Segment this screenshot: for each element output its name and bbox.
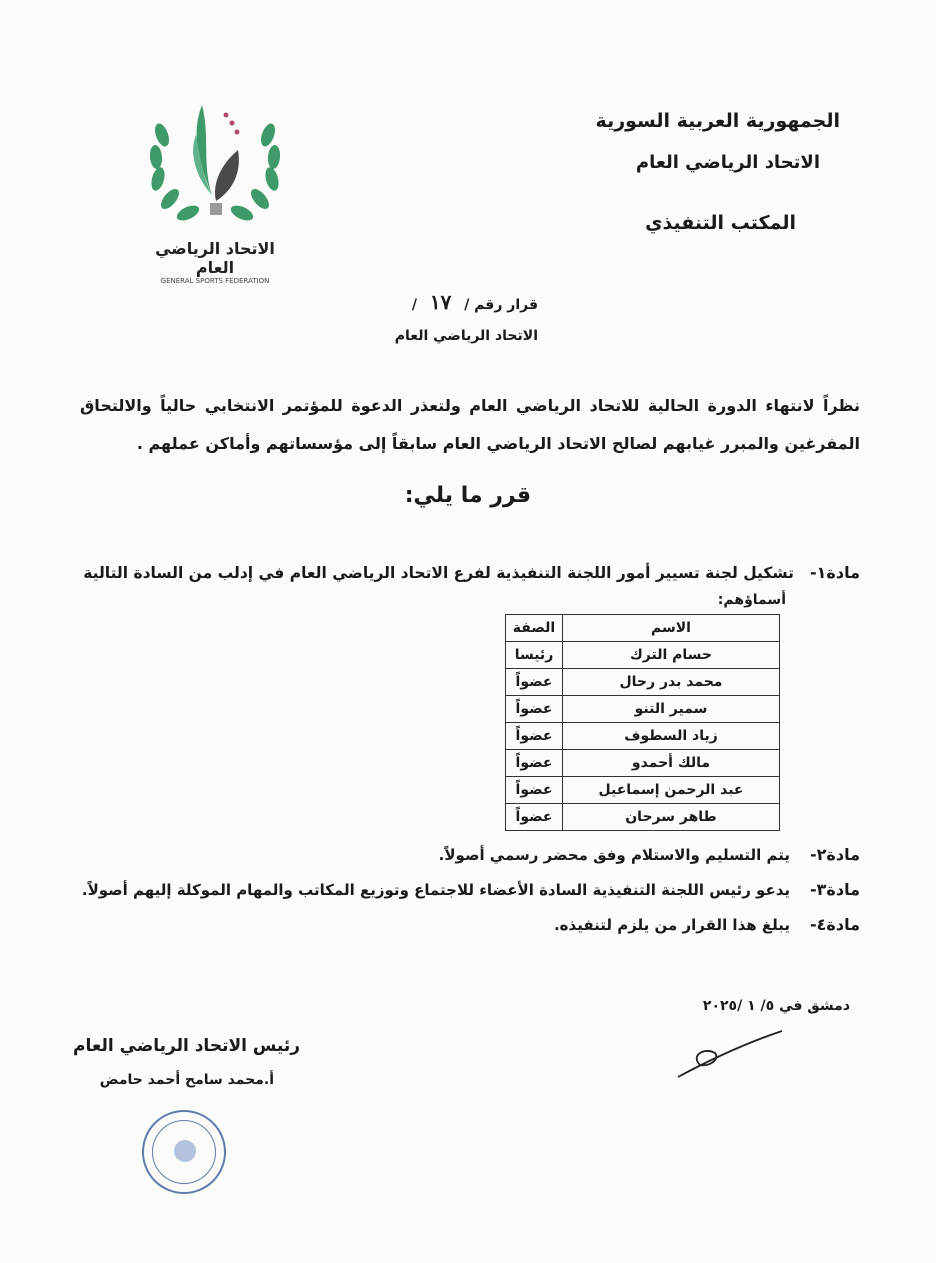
member-role: عضواً <box>506 804 563 831</box>
member-name: حسام الترك <box>563 642 780 669</box>
preamble-line-1: نظراً لانتهاء الدورة الحالية للاتحاد الرياضي العام ولتعذر الدعوة للمؤتمر الانتخابي حالياً والالتحاق <box>80 396 860 415</box>
signatory-title: رئيس الاتحاد الرياضي العام <box>73 1036 300 1056</box>
member-name: سمير التنو <box>563 696 780 723</box>
federation-logo <box>140 95 290 285</box>
article-1-text: تشكيل لجنة تسيير أمور اللجنة التنفيذية لفرع الاتحاد الرياضي العام في إدلب من السادة التالية <box>83 564 794 582</box>
table-header-row <box>506 615 780 642</box>
member-role: عضواً <box>506 723 563 750</box>
header-office: المكتب التنفيذي <box>645 212 796 234</box>
table-row <box>506 696 780 723</box>
member-role: رئيسا <box>506 642 563 669</box>
member-role: عضواً <box>506 750 563 777</box>
decision-number <box>412 290 538 314</box>
article-2-text: يتم التسليم والاستلام وفق محضر رسمي أصولاً. <box>438 846 790 864</box>
logo-english-text: GENERAL SPORTS FEDERATION <box>160 277 270 285</box>
article-1-label: مادة١- <box>810 563 860 582</box>
resolved-heading: قرر ما يلي: <box>404 483 531 508</box>
logo-arabic-text: الاتحاد الرياضي العام <box>155 239 275 277</box>
member-name: عبد الرحمن إسماعيل <box>563 777 780 804</box>
table-row <box>506 777 780 804</box>
member-role: عضواً <box>506 669 563 696</box>
article-4-label: مادة٤- <box>810 915 860 934</box>
logo-emblem-icon <box>140 95 290 235</box>
member-role: عضواً <box>506 777 563 804</box>
signatory-name: أ.محمد سامح أحمد حامض <box>99 1072 274 1088</box>
table-row <box>506 642 780 669</box>
official-stamp <box>142 1110 226 1194</box>
article-4-text: يبلغ هذا القرار من يلزم لتنفيذه. <box>553 916 790 934</box>
article-2-label: مادة٢- <box>810 845 860 864</box>
member-name: محمد بدر رحال <box>563 669 780 696</box>
decision-number-suffix: / <box>411 297 417 313</box>
member-role: عضواً <box>506 696 563 723</box>
table-row <box>506 669 780 696</box>
table-row <box>506 750 780 777</box>
header-name: الاسم <box>563 615 780 642</box>
decision-number-label: قرار رقم / <box>464 297 538 313</box>
header-federation: الاتحاد الرياضي العام <box>635 152 820 173</box>
signature-icon <box>670 1025 790 1085</box>
table-row <box>506 723 780 750</box>
header-role: الصفة <box>506 615 563 642</box>
header-country: الجمهورية العربية السورية <box>595 110 840 132</box>
committee-table <box>505 614 780 831</box>
decision-number-value: ١٧ <box>429 290 452 314</box>
member-name: طاهر سرحان <box>563 804 780 831</box>
article-3-text: يدعو رئيس اللجنة التنفيذية السادة الأعضاء للاجتماع وتوزيع المكاتب والمهام الموكلة إليهم أصولاً. <box>81 881 790 899</box>
preamble-line-2: المفرغين والمبرر غيابهم لصالح الاتحاد الرياضي العام سابقاً إلى مؤسساتهم وأماكن عملهم . <box>136 434 860 453</box>
article-1-text-cont: أسماؤهم: <box>717 592 786 608</box>
member-name: زياد السطوف <box>563 723 780 750</box>
decision-issuer: الاتحاد الرياضي العام <box>394 328 538 344</box>
date: دمشق في ٥/ ١ /٢٠٢٥ <box>702 998 850 1014</box>
table-row <box>506 804 780 831</box>
article-3-label: مادة٣- <box>810 880 860 899</box>
member-name: مالك أحمدو <box>563 750 780 777</box>
